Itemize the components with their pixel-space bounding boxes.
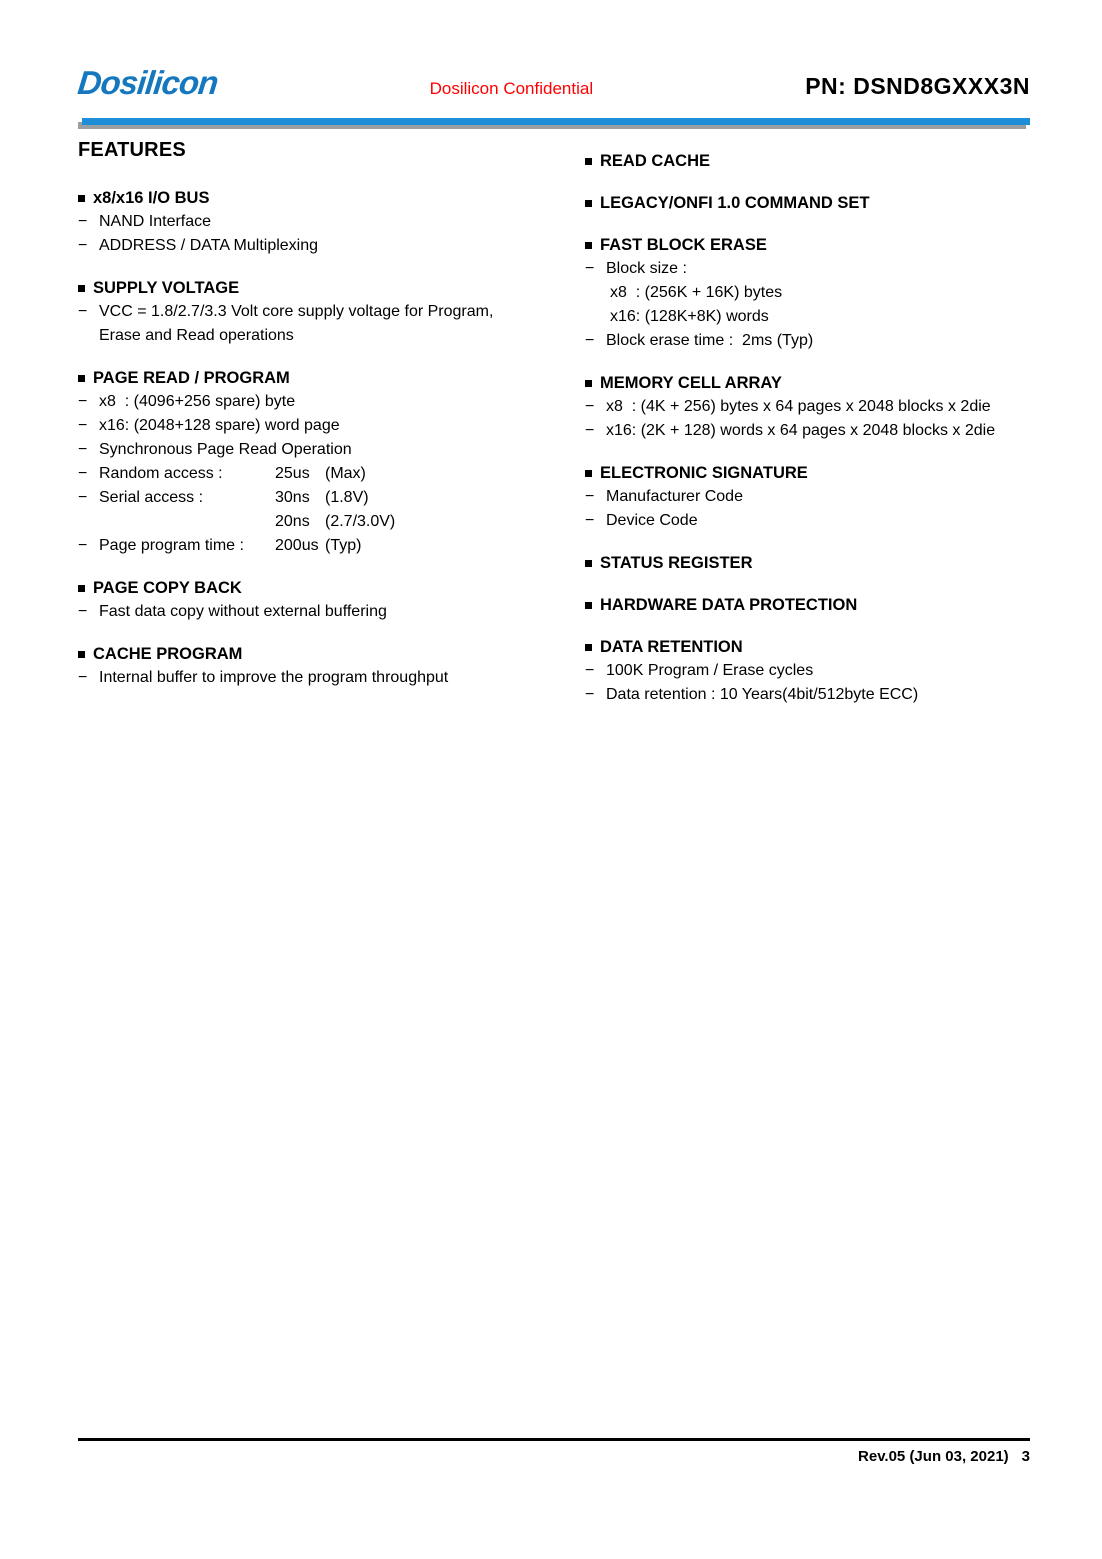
dash-bullet: − — [78, 393, 88, 410]
section-title-text: DATA RETENTION — [600, 638, 743, 656]
item-text: Internal buffer to improve the program throughput — [99, 669, 449, 686]
dash-bullet: − — [78, 465, 88, 482]
square-bullet-icon — [585, 644, 592, 651]
dash-bullet: − — [78, 489, 88, 506]
feature-section — [585, 191, 1062, 215]
page-title: FEATURES — [78, 139, 186, 161]
part-number: PN: DSND8GXXX3N — [805, 73, 1030, 99]
dash-bullet: − — [78, 603, 88, 620]
item-label — [99, 510, 275, 534]
item-text: x8 : (4096+256 spare) byte — [99, 393, 296, 410]
header-rule — [82, 118, 1030, 125]
item-value: 25us — [275, 465, 310, 482]
section-title-text: PAGE READ / PROGRAM — [93, 369, 290, 387]
feature-item — [78, 600, 585, 624]
indent-spacer — [78, 510, 99, 534]
item-text: Data retention : 10 Years(4bit/512byte ECC) — [606, 686, 919, 703]
item-text: ADDRESS / DATA Multiplexing — [99, 237, 319, 254]
feature-section — [585, 149, 1062, 173]
feature-section — [78, 576, 585, 624]
feature-section — [78, 276, 585, 348]
features-content — [78, 131, 1062, 707]
square-bullet-icon — [585, 200, 592, 207]
item-text: x8 : (4K + 256) bytes x 64 pages x 2048 blocks x 2die — [606, 398, 991, 415]
item-text: Synchronous Page Read Operation — [99, 441, 352, 458]
dash-bullet: − — [585, 512, 595, 529]
section-title — [585, 371, 1062, 395]
dash-bullet: − — [78, 237, 88, 254]
dash-bullet: − — [585, 686, 595, 703]
section-title — [585, 635, 1062, 659]
dash-bullet: − — [78, 441, 88, 458]
item-note: (1.8V) — [325, 489, 369, 506]
square-bullet-icon — [78, 585, 85, 592]
item-note: (2.7/3.0V) — [325, 513, 396, 530]
section-title-text: PAGE COPY BACK — [93, 579, 242, 597]
item-text: Erase and Read operations — [99, 327, 294, 344]
page-footer — [78, 1438, 1030, 1467]
item-label: Serial access : — [99, 489, 204, 506]
section-title — [78, 366, 585, 390]
right-column — [585, 131, 1062, 707]
item-text: Manufacturer Code — [606, 488, 743, 505]
item-text: Block erase time : 2ms (Typ) — [606, 332, 814, 349]
dash-bullet: − — [585, 260, 595, 277]
section-title-text: x8/x16 I/O BUS — [93, 189, 210, 207]
dash-bullet: − — [78, 213, 88, 230]
square-bullet-icon — [585, 158, 592, 165]
feature-item — [585, 659, 1062, 683]
item-text: Block size : — [606, 260, 687, 277]
dash-bullet: − — [585, 488, 595, 505]
feature-section — [585, 371, 1062, 443]
feature-item — [78, 210, 585, 234]
item-text: 100K Program / Erase cycles — [606, 662, 814, 679]
feature-section — [78, 642, 585, 690]
feature-item — [585, 257, 1062, 281]
dash-bullet: − — [78, 669, 88, 686]
square-bullet-icon — [78, 195, 85, 202]
feature-section — [585, 461, 1062, 533]
feature-item — [585, 485, 1062, 509]
item-text: x16: (2K + 128) words x 64 pages x 2048 blocks x 2die — [606, 422, 996, 439]
page-header — [78, 66, 1030, 99]
dosilicon-logo: Dosilicon — [76, 64, 220, 101]
feature-section — [78, 186, 585, 258]
page-number: 3 — [1021, 1448, 1030, 1465]
feature-item — [78, 414, 585, 438]
feature-item — [78, 234, 585, 258]
feature-item — [78, 390, 585, 414]
item-text: Fast data copy without external buffering — [99, 603, 387, 620]
feature-item — [78, 462, 585, 486]
item-note: (Max) — [325, 465, 366, 482]
dash-bullet: − — [78, 537, 88, 554]
revision-label: Rev.05 (Jun 03, 2021) — [858, 1448, 1009, 1465]
square-bullet-icon — [585, 242, 592, 249]
dash-bullet: − — [585, 332, 595, 349]
section-title-text: LEGACY/ONFI 1.0 COMMAND SET — [600, 194, 870, 212]
section-title — [585, 191, 1062, 215]
indent-spacer — [585, 305, 606, 329]
item-text: x16: (128K+8K) words — [610, 308, 769, 325]
item-text: VCC = 1.8/2.7/3.3 Volt core supply voltage for Program, — [99, 303, 494, 320]
dash-bullet: − — [585, 422, 595, 439]
dash-bullet: − — [78, 417, 88, 434]
section-title — [78, 276, 585, 300]
square-bullet-icon — [585, 560, 592, 567]
section-title — [585, 233, 1062, 257]
item-value: 200us — [275, 537, 319, 554]
feature-item — [78, 510, 585, 534]
square-bullet-icon — [78, 651, 85, 658]
square-bullet-icon — [585, 602, 592, 609]
section-title — [78, 576, 585, 600]
section-title-text: READ CACHE — [600, 152, 711, 170]
section-title-text: STATUS REGISTER — [600, 554, 753, 572]
section-title — [78, 186, 585, 210]
section-title-text: FAST BLOCK ERASE — [600, 236, 767, 254]
item-text: Device Code — [606, 512, 698, 529]
section-title-text: HARDWARE DATA PROTECTION — [600, 596, 858, 614]
feature-item — [585, 395, 1062, 419]
item-text: NAND Interface — [99, 213, 212, 230]
feature-section — [78, 366, 585, 558]
section-title-text: CACHE PROGRAM — [93, 645, 243, 663]
item-value: 20ns — [275, 513, 310, 530]
item-text: x8 : (256K + 16K) bytes — [610, 284, 783, 301]
feature-item — [585, 509, 1062, 533]
feature-item — [78, 438, 585, 462]
section-title — [585, 149, 1062, 173]
feature-item — [78, 534, 585, 558]
feature-item — [78, 486, 585, 510]
square-bullet-icon — [585, 380, 592, 387]
square-bullet-icon — [78, 375, 85, 382]
square-bullet-icon — [585, 470, 592, 477]
feature-section — [585, 593, 1062, 617]
feature-item — [585, 419, 1062, 443]
feature-item — [78, 666, 585, 690]
feature-item — [585, 329, 1062, 353]
left-column — [78, 131, 585, 690]
section-title — [585, 551, 1062, 575]
feature-item — [78, 324, 585, 348]
feature-item — [585, 683, 1062, 707]
feature-item — [78, 300, 585, 324]
indent-spacer — [585, 281, 606, 305]
section-title-text: MEMORY CELL ARRAY — [600, 374, 782, 392]
dash-bullet: − — [585, 398, 595, 415]
section-title — [585, 461, 1062, 485]
feature-item — [585, 281, 1062, 305]
dash-bullet: − — [78, 303, 88, 320]
footer-rule — [78, 1438, 1030, 1441]
square-bullet-icon — [78, 285, 85, 292]
feature-item — [585, 305, 1062, 329]
feature-section — [585, 635, 1062, 707]
confidential-label: Dosilicon Confidential — [429, 79, 594, 98]
section-title-text: SUPPLY VOLTAGE — [93, 279, 240, 297]
footer-text — [78, 1447, 1030, 1467]
section-title — [78, 642, 585, 666]
section-title-text: ELECTRONIC SIGNATURE — [600, 464, 808, 482]
item-note: (Typ) — [325, 537, 362, 554]
section-title — [585, 593, 1062, 617]
item-text: x16: (2048+128 spare) word page — [99, 417, 340, 434]
item-value: 30ns — [275, 489, 310, 506]
feature-section — [585, 551, 1062, 575]
dash-bullet: − — [585, 662, 595, 679]
feature-section — [585, 233, 1062, 353]
item-label: Page program time : — [99, 537, 244, 554]
item-label: Random access : — [99, 465, 223, 482]
indent-spacer — [78, 324, 99, 348]
